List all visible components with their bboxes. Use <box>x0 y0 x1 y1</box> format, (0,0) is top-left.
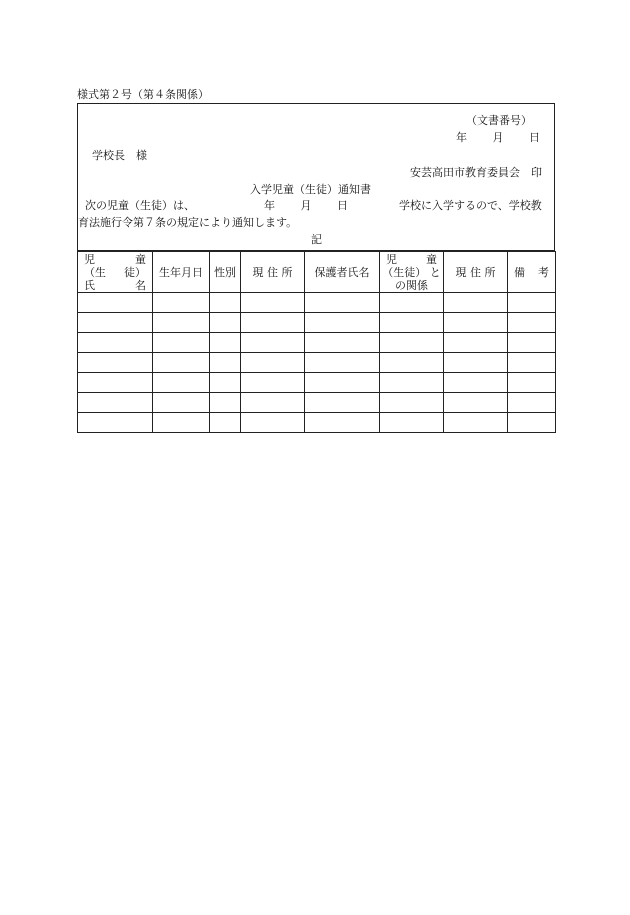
form-label: 様式第２号（第４条関係） <box>77 88 209 101</box>
entry-date <box>264 197 370 213</box>
header-relationship: 児 童 （生徒） との関係 <box>380 252 444 293</box>
records-table <box>77 251 556 433</box>
issue-date <box>456 129 540 145</box>
date-day: 日 <box>529 131 540 144</box>
header-remarks: 備 考 <box>508 252 556 293</box>
header-child-name: 児 童 （生 徒） 氏 名 <box>78 252 153 293</box>
document-number: （文書番号） <box>466 114 532 127</box>
table-row <box>78 293 556 313</box>
header-gender: 性別 <box>210 252 241 293</box>
header-guardian-name: 保護者氏名 <box>305 252 380 293</box>
table-row <box>78 333 556 353</box>
body-lead: 次の児童（生徒）は、 <box>85 199 195 212</box>
document-title: 入学児童（生徒）通知書 <box>250 183 371 196</box>
table-header-row <box>78 252 556 293</box>
entry-year: 年 <box>264 199 275 212</box>
date-month: 月 <box>492 131 504 144</box>
table-row <box>78 373 556 393</box>
header-address: 現 住 所 <box>241 252 305 293</box>
entry-month: 月 <box>300 199 312 212</box>
body-rest: 学校に入学するので、学校教 <box>399 199 542 212</box>
addressee: 学校長 様 <box>92 149 147 162</box>
table-row <box>78 413 556 433</box>
header-birthdate: 生年月日 <box>153 252 210 293</box>
table-row <box>78 353 556 373</box>
sender: 安芸高田市教育委員会 印 <box>410 166 542 179</box>
table-row <box>78 393 556 413</box>
table-row <box>78 313 556 333</box>
notice-header-box <box>77 103 555 251</box>
header-guardian-address: 現 住 所 <box>444 252 508 293</box>
date-year: 年 <box>456 131 467 144</box>
ki-mark: 記 <box>311 233 322 246</box>
body-line-2: 育法施行令第７条の規定により通知します。 <box>78 216 298 229</box>
entry-day: 日 <box>337 199 348 212</box>
